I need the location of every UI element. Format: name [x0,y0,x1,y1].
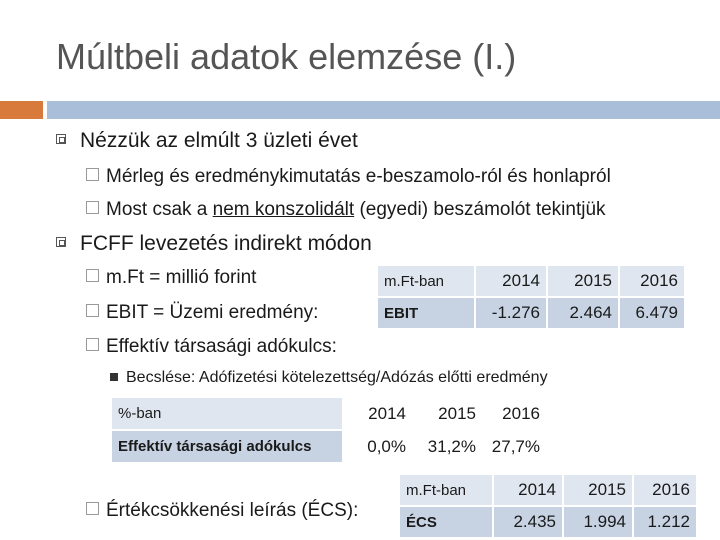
table-cell: -1.276 [476,298,546,328]
table-header-cell: 2016 [502,403,540,423]
ebit-table [376,264,686,330]
table-header-cell: 2015 [548,266,618,296]
table-cell: 0,0% [367,436,406,456]
tax-rate-table-row [112,431,546,462]
bullet-2-sub-4-text: Értékcsökkenési leírás (ÉCS): [106,500,359,521]
table-header-cell: 2016 [634,475,696,505]
box-bullet-icon [86,304,99,317]
table-row-label: Effektív társasági adókulcs [112,431,342,462]
bullet-1-text: Nézzük az elmúlt 3 üzleti évet [80,129,358,152]
bullet-1 [56,129,358,153]
square-bullet-icon [56,237,66,247]
table-header-cell: %-ban [112,398,342,429]
table-header-cell: 2014 [494,475,562,505]
bullet-2-text: FCFF levezetés indirekt módon [80,232,372,255]
box-bullet-icon [86,269,99,282]
ecs-table-row [400,507,696,537]
bullet-1-sub-2-text-underlined: nem konszolidált [212,199,355,220]
table-header-cell: 2015 [564,475,632,505]
table-header-cell: 2016 [620,266,684,296]
table-cell: 31,2% [427,436,476,456]
table-header-cell: 2015 [438,403,476,423]
table-cell: 2.464 [548,298,618,328]
bullet-2 [56,232,372,256]
bullet-2-sub-3 [86,336,337,358]
table-cell: 27,7% [491,436,540,456]
filled-square-bullet-icon [110,373,118,381]
tax-rate-table-header-row [112,398,546,429]
title-accent-bar-blue [47,101,720,119]
table-header-cell: 2014 [368,403,406,423]
bullet-2-sub-2 [86,302,318,324]
box-bullet-icon [86,168,99,181]
ecs-table-header-row [400,475,696,505]
table-header-cell: m.Ft-ban [378,266,474,296]
bullet-2-sub-1-text: m.Ft = millió forint [106,267,257,288]
ecs-table [398,473,698,539]
ebit-table-header-row [378,266,684,296]
bullet-2-sub-1 [86,267,256,289]
ebit-table-row [378,298,684,328]
bullet-1-sub-1-text: Mérleg és eredménykimutatás e-beszamolo-ról és honlapról [106,166,611,187]
bullet-2-sub-3-note-text: Becslése: Adófizetési kötelezettség/Adózás előtti eredmény [126,369,548,386]
box-bullet-icon [86,201,99,214]
table-header-cell: m.Ft-ban [400,475,492,505]
bullet-2-sub-2-text: EBIT = Üzemi eredmény: [106,302,319,323]
bullet-1-sub-1 [86,166,611,188]
box-bullet-icon [86,502,99,515]
table-row-label: ÉCS [400,507,492,537]
square-bullet-icon [56,134,66,144]
table-cell: 2.435 [494,507,562,537]
table-row-label: EBIT [378,298,474,328]
bullet-1-sub-2-text-post: (egyedi) beszámolót tekintjük [354,199,606,220]
table-cell: 1.994 [564,507,632,537]
bullet-2-sub-3-text: Effektív társasági adókulcs: [106,336,337,357]
title-accent-bar-orange [0,101,43,119]
bullet-2-sub-4 [86,500,358,522]
bullet-1-sub-2 [86,199,606,221]
table-header-cell: 2014 [476,266,546,296]
table-cell: 1.212 [634,507,696,537]
box-bullet-icon [86,338,99,351]
table-cell: 6.479 [620,298,684,328]
tax-rate-table [110,396,548,464]
slide-title: Múltbeli adatok elemzése (I.) [56,36,517,77]
bullet-1-sub-2-text-pre: Most csak a [106,199,213,220]
bullet-2-sub-3-note [110,369,548,387]
